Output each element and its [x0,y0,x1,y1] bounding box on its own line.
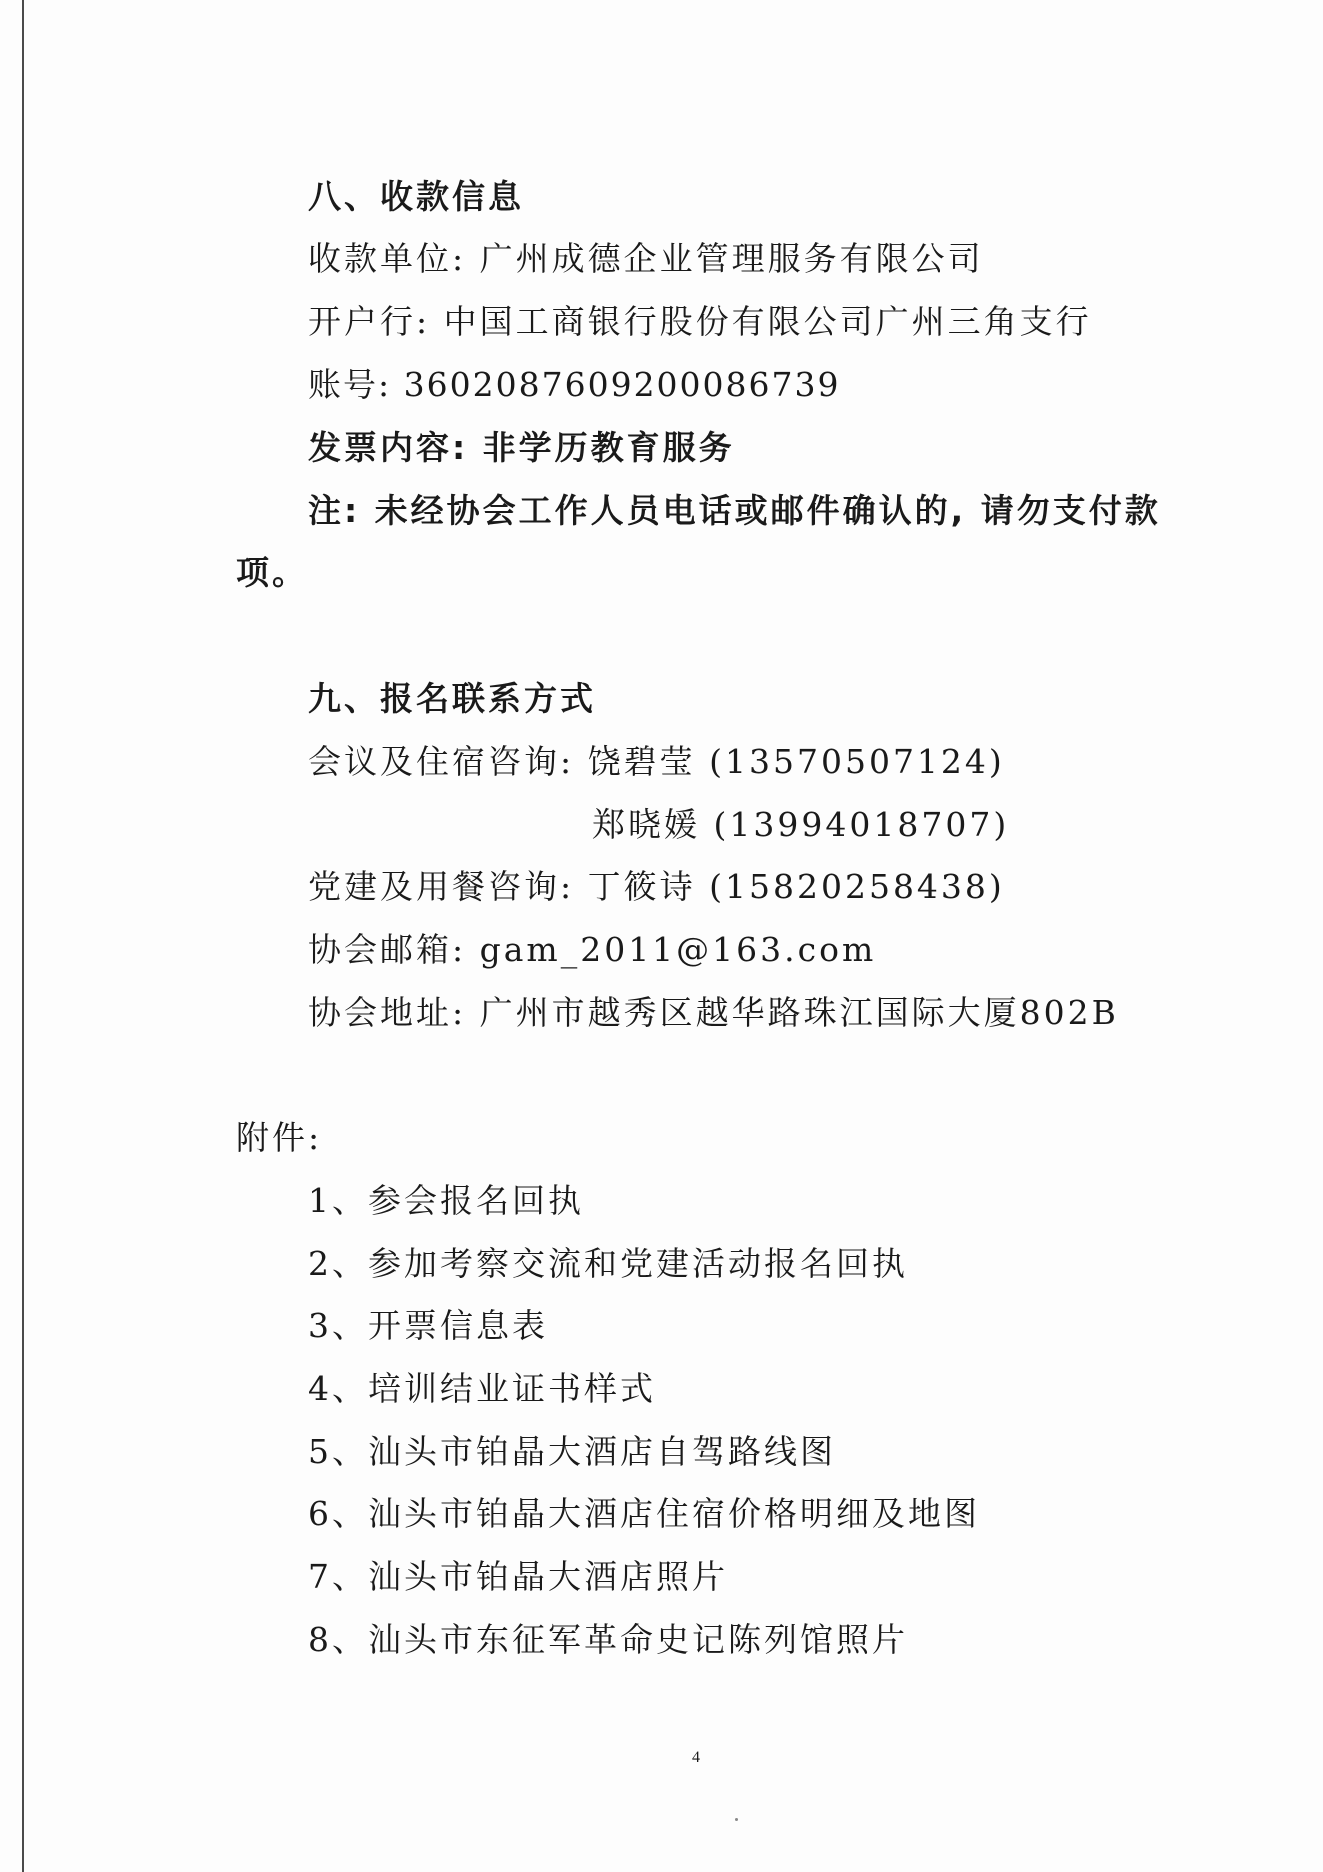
attachment-item: 7、汕头市铂晶大酒店照片 [308,1557,728,1596]
attachment-item: 5、汕头市铂晶大酒店自驾路线图 [308,1432,836,1471]
address-line: 协会地址: 广州市越秀区越华路珠江国际大厦802B [308,993,1119,1032]
section-8-heading: 八、收款信息 [308,177,524,216]
attachment-item: 2、参加考察交流和党建活动报名回执 [308,1244,908,1283]
attachment-item: 4、培训结业证书样式 [308,1369,656,1408]
note-line-2: 项。 [236,553,308,592]
invoice-line: 发票内容: 非学历教育服务 [308,428,735,467]
page-number: 4 [692,1749,700,1766]
attachments-label: 附件: [236,1118,323,1157]
note-line-1: 注: 未经协会工作人员电话或邮件确认的, 请勿支付款 [308,491,1161,530]
section-9-heading: 九、报名联系方式 [308,679,596,718]
email-line: 协会邮箱: gam_2011@163.com [308,930,877,969]
scan-binding-edge [22,0,24,1872]
scan-artifact [735,1818,738,1821]
attachment-item: 3、开票信息表 [308,1306,548,1345]
attachment-item: 6、汕头市铂晶大酒店住宿价格明细及地图 [308,1494,980,1533]
meeting-contact-line-2: 郑晓媛 (13994018707) [592,805,1010,844]
attachment-item: 1、参会报名回执 [308,1181,584,1220]
meeting-contact-line-1: 会议及住宿咨询: 饶碧莹 (13570507124) [308,742,1005,781]
payee-line: 收款单位: 广州成德企业管理服务有限公司 [308,239,984,278]
attachment-item: 8、汕头市东征军革命史记陈列馆照片 [308,1620,908,1659]
account-line: 账号: 3602087609200086739 [308,365,841,404]
party-contact-line: 党建及用餐咨询: 丁筱诗 (15820258438) [308,867,1005,906]
bank-line: 开户行: 中国工商银行股份有限公司广州三角支行 [308,302,1092,341]
